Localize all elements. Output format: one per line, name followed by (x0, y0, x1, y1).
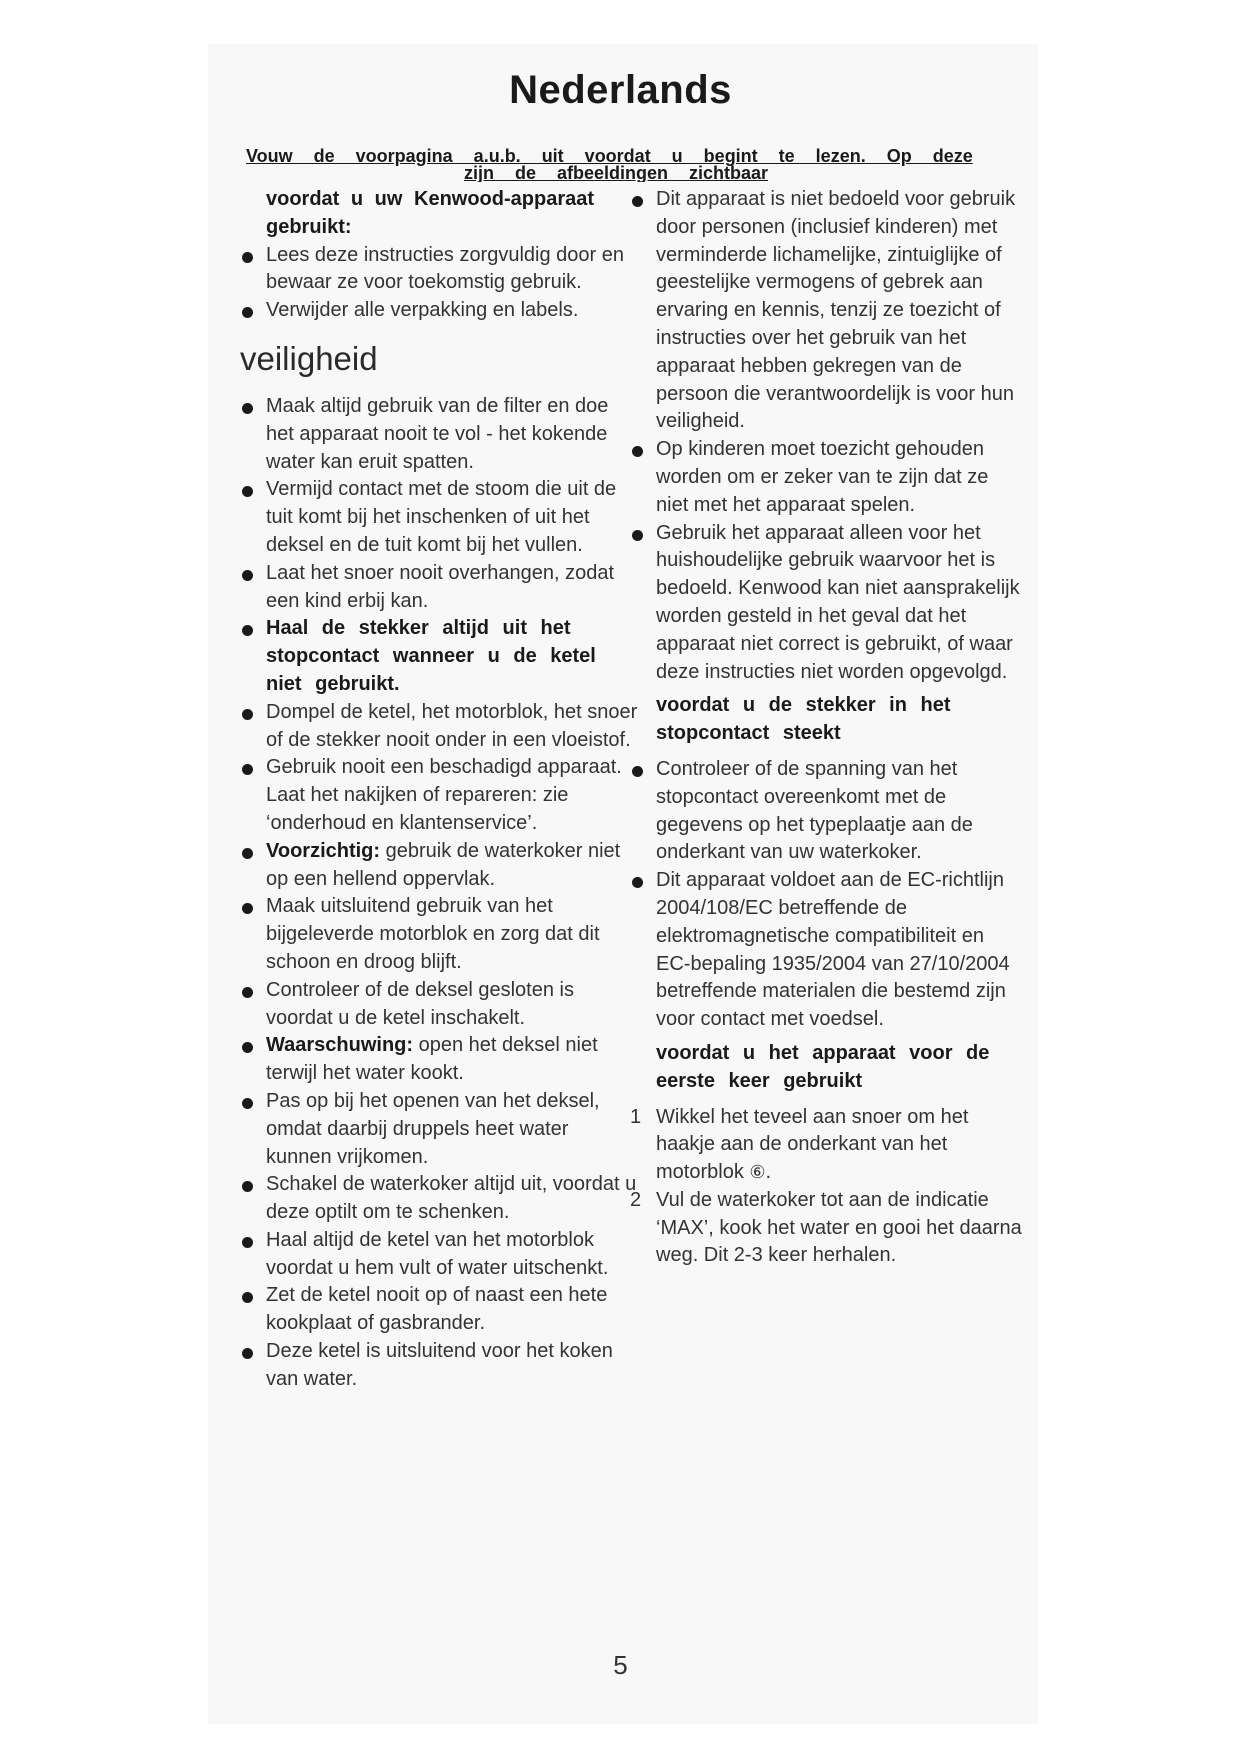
fold-out-note-line-2: zijn de afbeeldingen zichtbaar (464, 163, 769, 182)
part-reference-icon: ⑥ (749, 1162, 766, 1183)
list-item: Laat het snoer nooit overhangen, zodat een kind erbij kan. (240, 560, 638, 616)
bullet-icon (242, 486, 253, 497)
list-item: Vermijd contact met de stoom die uit de tuit komt bij het inschenken of uit het deksel en de tuit komt bij het vullen. (240, 476, 638, 559)
bullet-icon (242, 403, 253, 414)
list-item: Waarschuwing: open het deksel niet terwijl het water kookt. (240, 1032, 638, 1088)
left-column (240, 186, 638, 1394)
bullet-icon (242, 252, 253, 263)
step-number: 1 (630, 1105, 642, 1128)
list-item: Pas op bij het openen van het deksel, omdat daarbij druppels heet water kunnen vrijkomen. (240, 1088, 638, 1171)
list-item: Dit apparaat is niet bedoeld voor gebruik door personen (inclusief kinderen) met verminderde lichamelijke, zintuiglijke of geestelijke vermogens of gebrek aan ervaring en kennis, tenzij ze toezicht of instructies over het gebruik van het apparaat hebben gekregen van de persoon die verantwoordelijk is voor hun veiligheid. (630, 186, 1022, 436)
numbered-step: 1 Wikkel het teveel aan snoer om het haakje aan de onderkant van het motorblok ⑥. (630, 1105, 969, 1184)
bullet-icon (242, 1181, 253, 1192)
bullet-icon (242, 764, 253, 775)
bullet-icon (242, 987, 253, 998)
bullet-icon (242, 709, 253, 720)
list-item: Haal de stekker altijd uit het stopcontact wanneer u de ketel niet gebruikt. (240, 615, 638, 698)
bullet-icon (632, 530, 643, 541)
intro-heading: voordat u uw Kenwood-apparaat gebruikt: (266, 188, 595, 238)
bullet-icon (242, 1348, 253, 1359)
bullet-icon (242, 848, 253, 859)
bullet-icon (242, 1098, 253, 1109)
bullet-icon (632, 766, 643, 777)
list-item: Dit apparaat voldoet aan de EC-richtlijn 2004/108/EC betreffende de elektromagnetische compatibiliteit en EC-bepaling 1935/2004 van 27/10/2004 betreffende materialen die bestemd zijn voor contact met voedsel. (630, 867, 1022, 1034)
first-use-heading: voordat u het apparaat voor de eerste keer gebruikt (656, 1041, 990, 1092)
list-item: Gebruik het apparaat alleen voor het huishoudelijke gebruik waarvoor het is bedoeld. Kenwood kan niet aansprakelijk worden gesteld in het geval dat het apparaat niet correct is gebruikt, of waar deze instructies niet worden opgevolgd. (630, 520, 1022, 687)
section-heading-safety: veiligheid (240, 339, 378, 377)
list-item: Deze ketel is uitsluitend voor het koken van water. (240, 1338, 638, 1394)
fold-out-note (246, 148, 1038, 182)
bullet-icon (242, 570, 253, 581)
list-item: Gebruik nooit een beschadigd apparaat. Laat het nakijken of repareren: zie ‘onderhoud en klantenservice’. (240, 754, 638, 837)
list-item: Verwijder alle verpakking en labels. (240, 297, 638, 325)
list-item: Controleer of de spanning van het stopcontact overeenkomt met de gegevens op het typeplaatje aan de onderkant van uw waterkoker. (630, 756, 1022, 867)
list-item: Zet de ketel nooit op of naast een hete kookplaat of gasbrander. (240, 1282, 638, 1338)
bullet-icon (242, 1292, 253, 1303)
list-item: Lees deze instructies zorgvuldig door en bewaar ze voor toekomstig gebruik. (240, 242, 638, 298)
bullet-icon (632, 877, 643, 888)
step-number: 2 (630, 1188, 642, 1211)
bullet-icon (242, 1237, 253, 1248)
list-item: Maak uitsluitend gebruik van het bijgeleverde motorblok en zorg dat dit schoon en droog blijft. (240, 893, 638, 976)
list-item: Maak altijd gebruik van de filter en doe het apparaat nooit te vol - het kokende water kan eruit spatten. (240, 393, 638, 476)
bullet-icon (632, 446, 643, 457)
list-item: Controleer of de deksel gesloten is voordat u de ketel inschakelt. (240, 977, 638, 1033)
numbered-step: 2 Vul de waterkoker tot aan de indicatie ‘MAX’, kook het water en gooi het daarna weg. Dit 2-3 keer herhalen. (630, 1188, 1022, 1267)
right-column (630, 186, 1022, 1270)
plug-heading: voordat u de stekker in het stopcontact steekt (656, 694, 951, 745)
list-item: Schakel de waterkoker altijd uit, voordat u deze optilt om te schenken. (240, 1171, 638, 1227)
list-item: Dompel de ketel, het motorblok, het snoer of de stekker nooit onder in een vloeistof. (240, 699, 638, 755)
bullet-icon (632, 196, 643, 207)
bullet-icon (242, 1042, 253, 1053)
bullet-icon (242, 903, 253, 914)
fold-out-note-line-1: Vouw de voorpagina a.u.b. uit voordat u begint te lezen. Op deze (246, 148, 973, 166)
bullet-icon (242, 307, 253, 318)
list-item: Op kinderen moet toezicht gehouden worden om er zeker van te zijn dat ze niet met het apparaat spelen. (630, 436, 1022, 519)
list-item: Voorzichtig: gebruik de waterkoker niet op een hellend oppervlak. (240, 838, 638, 894)
list-item: Haal altijd de ketel van het motorblok voordat u hem vult of water uitschenkt. (240, 1227, 638, 1283)
bullet-icon (242, 625, 253, 636)
page-title: Nederlands (509, 68, 732, 112)
page-number: 5 (613, 1650, 628, 1680)
